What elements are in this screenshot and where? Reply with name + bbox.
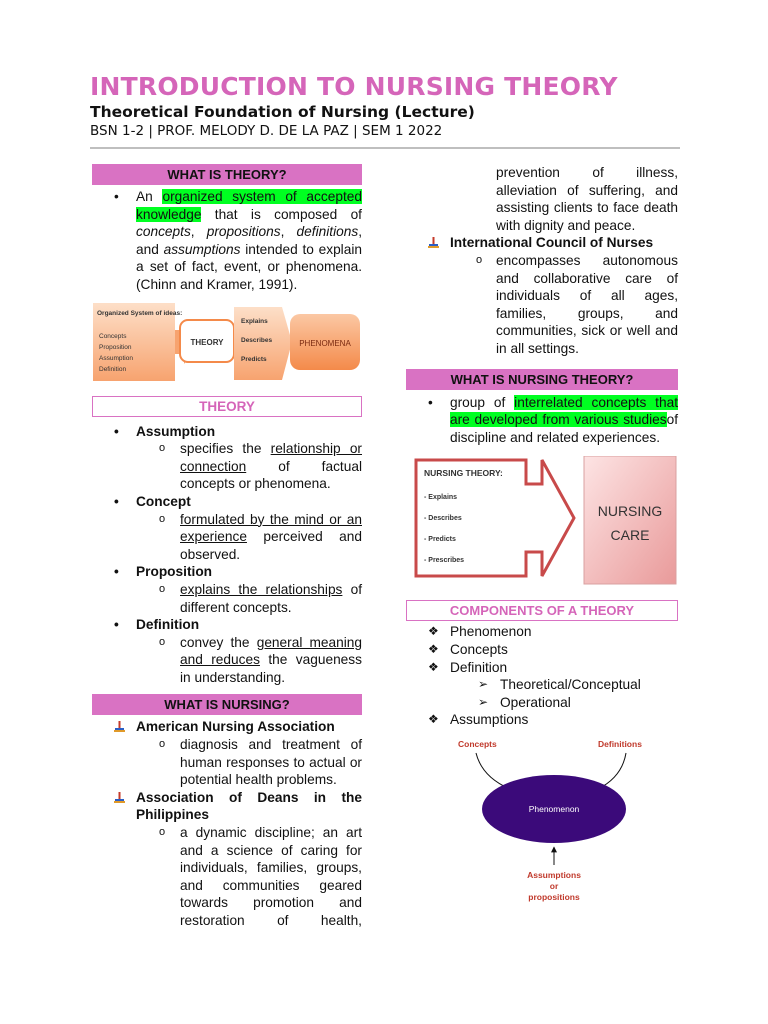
- verb-label: Explains: [241, 317, 268, 325]
- circle-bullet-icon: o: [159, 512, 166, 525]
- sub-item-icn: o encompasses autonomous and collaborative care of individuals of all ages, families, groups, and communities, sick or well and in all settings.: [476, 252, 678, 356]
- diamond-bullet-icon: ❖: [428, 641, 439, 656]
- phenomenon-label: Phenomenon: [528, 803, 580, 814]
- nursing-theory-item: - Prescribes: [424, 557, 465, 565]
- pushpin-icon: [428, 237, 439, 248]
- sub-item-ana: o diagnosis and treatment of human responses to actual or potential health problems.: [159, 737, 362, 788]
- nursing-theory-item: - Explains: [424, 494, 458, 502]
- theory-elements-list: [92, 423, 362, 687]
- diamond-bullet-icon: ❖: [428, 712, 439, 727]
- bullet-icon: •: [428, 394, 433, 410]
- nursing-theory-item: - Predicts: [424, 536, 456, 544]
- nursing-care-box: [584, 456, 676, 584]
- sub-item-concept: o formulated by the mind or an experience perceived and observed.: [159, 511, 362, 562]
- definitions-arrow: [598, 753, 626, 789]
- section-heading-what-is-nursing: WHAT IS NURSING?: [92, 694, 362, 715]
- component-item: ❖ Definition: [428, 659, 508, 675]
- components-list: [406, 623, 678, 729]
- component-item: ❖ Assumptions: [428, 712, 529, 728]
- nursing-theory-item: - Describes: [424, 515, 462, 523]
- ideas-item: Concepts: [99, 332, 127, 340]
- theory-definition-paragraph: • An organized system of accepted knowledge that is composed of concepts, propositions, definitions, and assumptions intended to explain a set of fact, event, or phenomena. (Chinn and Kramer, 1991).: [114, 189, 362, 292]
- section-heading-what-is-nursing-theory: WHAT IS NURSING THEORY?: [406, 369, 678, 390]
- bullet-icon: •: [114, 617, 119, 633]
- assumptions-label: propositions: [528, 891, 580, 902]
- definitions-label: Definitions: [598, 738, 642, 749]
- arrowhead-bullet-icon: ➢: [478, 694, 489, 709]
- nursing-theory-definition: • group of interrelated concepts that are developed from various studiesof discipline and related experiences.: [428, 394, 678, 445]
- pushpin-icon: [114, 792, 125, 803]
- component-sub-item: ➢ Theoretical/Conceptual: [478, 677, 641, 693]
- component-sub-item: ➢ Operational: [478, 694, 571, 710]
- bullet-icon: •: [114, 189, 119, 204]
- section-heading-components: COMPONENTS OF A THEORY: [406, 600, 678, 621]
- highlight-organized-system: organized system of accepted knowledge: [136, 189, 362, 222]
- section-heading-theory: THEORY: [92, 396, 362, 417]
- list-item-icn: International Council of Nurses: [406, 234, 678, 252]
- verb-label: Describes: [241, 336, 273, 344]
- section-heading-what-is-theory: WHAT IS THEORY?: [92, 164, 362, 185]
- diamond-bullet-icon: ❖: [428, 659, 439, 674]
- concepts-arrow: [476, 753, 510, 789]
- assumptions-label: Assumptions: [527, 869, 581, 880]
- circle-bullet-icon: o: [159, 582, 166, 595]
- pushpin-icon: [114, 721, 125, 732]
- document-title: INTRODUCTION TO NURSING THEORY: [90, 72, 618, 101]
- ideas-box-title: Organized System of ideas:: [97, 309, 183, 317]
- list-item-ana: American Nursing Association: [92, 718, 362, 736]
- diamond-bullet-icon: ❖: [428, 624, 439, 639]
- sub-item-adp-continued: prevention of illness, alleviation of suffering, and assisting clients to face death with dignity and peace.: [496, 165, 678, 233]
- bullet-icon: •: [114, 423, 119, 439]
- verb-label: Predicts: [241, 355, 267, 363]
- sub-item-assumption: o specifies the relationship or connection of factual concepts or phenomena.: [159, 441, 362, 492]
- list-item-concept: • Concept: [114, 493, 191, 509]
- component-item: ❖ Concepts: [428, 641, 508, 657]
- bullet-icon: •: [114, 564, 119, 580]
- sub-item-definition: o convey the general meaning and reduces the vagueness in understanding.: [159, 634, 363, 685]
- theory-flow-figure: [92, 302, 362, 384]
- list-item-adp: Association of Deans in the Philippines: [92, 789, 362, 824]
- nursing-theory-box-title: NURSING THEORY:: [424, 468, 503, 479]
- nursing-care-label: NURSING: [597, 503, 663, 520]
- right-column: [406, 164, 678, 917]
- assumptions-label: or: [549, 880, 559, 891]
- phenomena-label: PHENOMENA: [299, 338, 351, 348]
- ideas-item: Proposition: [99, 343, 132, 351]
- nursing-theory-figure: [414, 456, 680, 586]
- theory-box-label: THEORY: [190, 337, 224, 347]
- bullet-icon: •: [114, 493, 119, 509]
- circle-bullet-icon: o: [476, 253, 483, 266]
- ideas-item: Assumption: [99, 354, 133, 362]
- nursing-care-label: CARE: [610, 527, 650, 544]
- ideas-item: Definition: [99, 365, 127, 373]
- highlight-interrelated-concepts: interrelated concepts that are developed from various studies: [450, 394, 678, 428]
- components-figure: [448, 737, 668, 917]
- circle-bullet-icon: o: [159, 442, 166, 455]
- course-meta: BSN 1-2 | PROF. MELODY D. DE LA PAZ | SEM 1 2022: [90, 123, 443, 139]
- list-item-assumption: • Assumption: [114, 423, 216, 439]
- circle-bullet-icon: o: [159, 635, 166, 648]
- list-item-proposition: • Proposition: [114, 564, 213, 580]
- circle-bullet-icon: o: [159, 738, 166, 751]
- sub-item-adp: o a dynamic discipline; an art and a science of caring for individuals, families, groups, and communities geared towards promotion and restoration of health,: [159, 825, 362, 928]
- circle-bullet-icon: o: [159, 826, 166, 839]
- concepts-label: Concepts: [458, 738, 497, 749]
- component-item: ❖ Phenomenon: [428, 624, 532, 640]
- list-item-definition: • Definition: [114, 617, 200, 633]
- sub-item-proposition: o explains the relationships of different concepts.: [159, 581, 362, 615]
- left-column: [92, 164, 362, 930]
- document-subtitle: Theoretical Foundation of Nursing (Lecture): [90, 103, 475, 121]
- arrowhead-bullet-icon: ➢: [478, 677, 489, 692]
- header-divider: [90, 147, 680, 149]
